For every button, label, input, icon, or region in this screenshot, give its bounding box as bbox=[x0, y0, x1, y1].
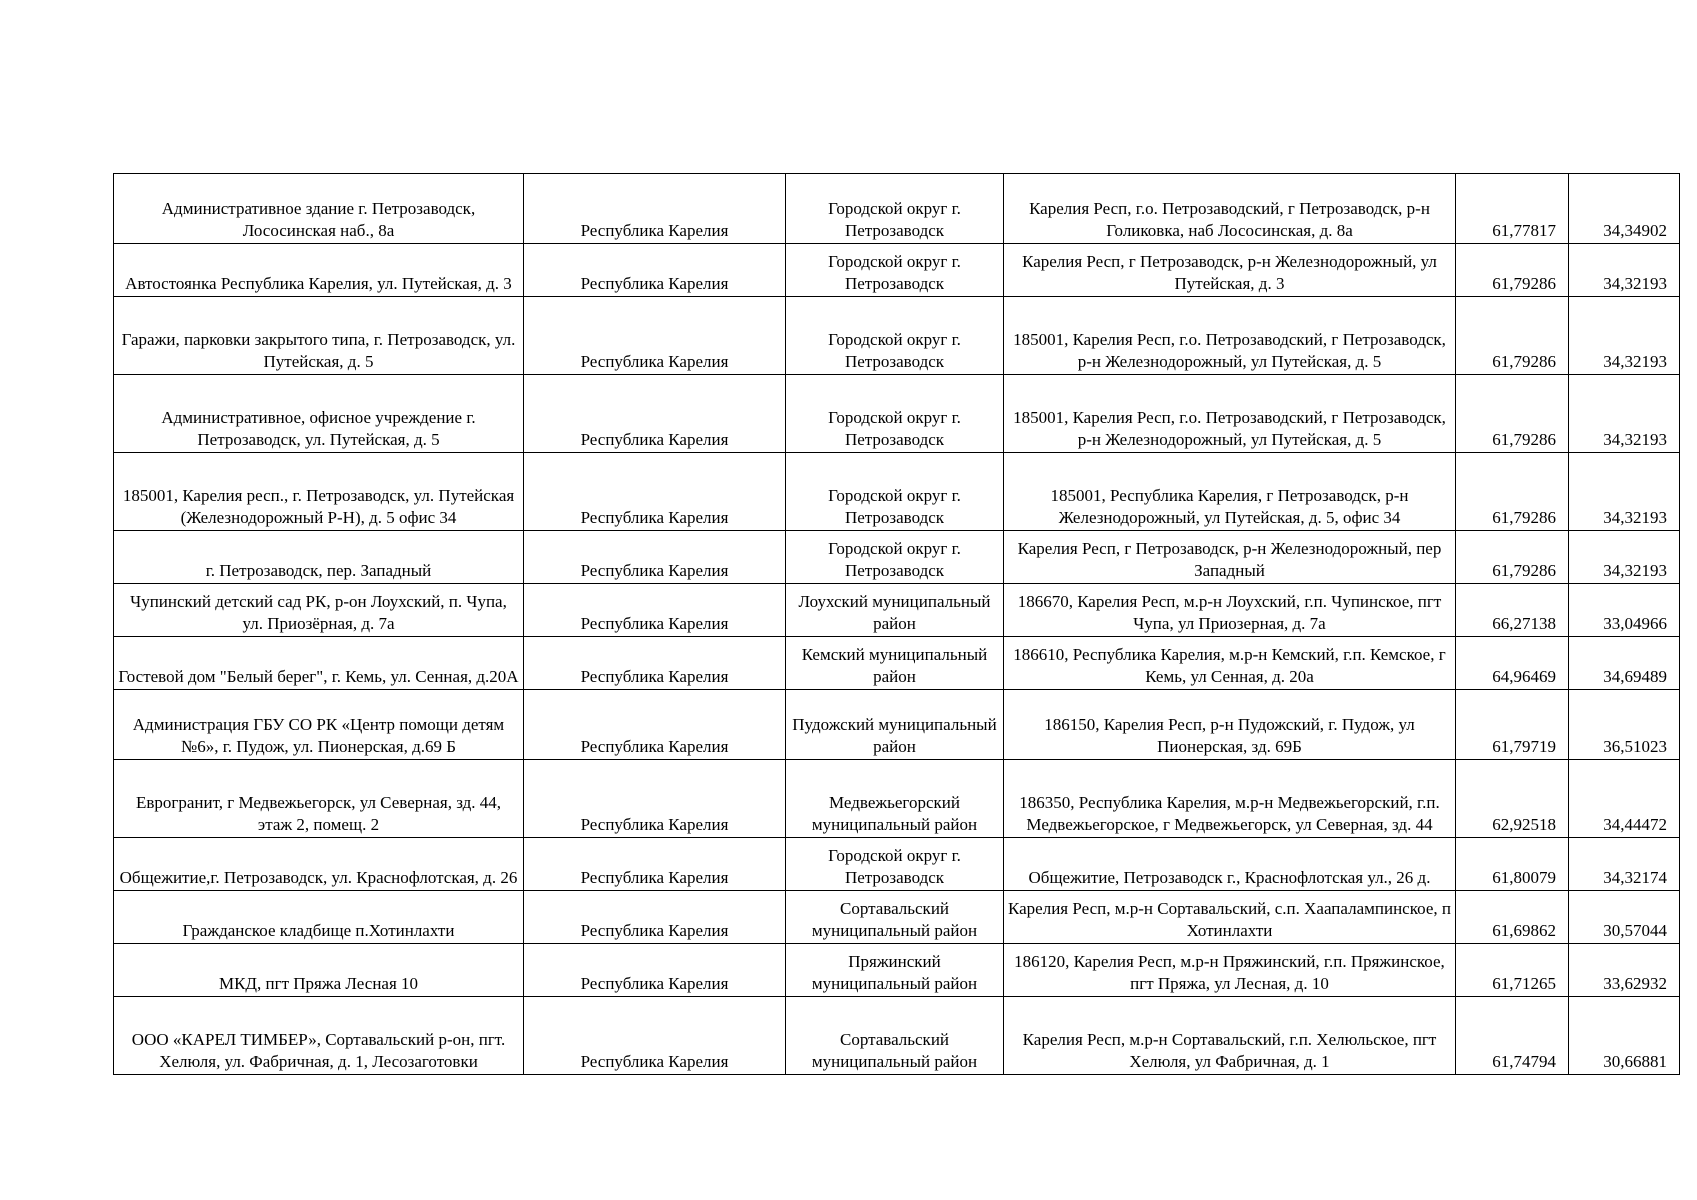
object-name-cell: Еврогранит, г Медвежьегорск, ул Северная, зд. 44, этаж 2, помещ. 2 bbox=[114, 760, 524, 838]
table-row bbox=[114, 244, 1680, 297]
address-cell: Карелия Респ, г Петрозаводск, р-н Железнодорожный, ул Путейская, д. 3 bbox=[1004, 244, 1456, 297]
address-cell: Карелия Респ, м.р-н Сортавальский, г.п. Хелюльское, пгт Хелюля, ул Фабричная, д. 1 bbox=[1004, 997, 1456, 1075]
longitude-cell: 34,32193 bbox=[1569, 297, 1680, 375]
table-row bbox=[114, 760, 1680, 838]
municipality-cell: Городской округ г. Петрозаводск bbox=[786, 453, 1004, 531]
municipality-cell: Городской округ г. Петрозаводск bbox=[786, 531, 1004, 584]
object-name-cell: ООО «КАРЕЛ ТИМБЕР», Сортавальский р-он, пгт. Хелюля, ул. Фабричная, д. 1, Лесозаготовки bbox=[114, 997, 524, 1075]
object-name-cell: Гаражи, парковки закрытого типа, г. Петрозаводск, ул. Путейская, д. 5 bbox=[114, 297, 524, 375]
region-cell: Республика Карелия bbox=[524, 375, 786, 453]
table-row bbox=[114, 174, 1680, 244]
object-name-cell: Автостоянка Республика Карелия, ул. Путейская, д. 3 bbox=[114, 244, 524, 297]
municipality-cell: Медвежьегорский муниципальный район bbox=[786, 760, 1004, 838]
latitude-cell: 61,79286 bbox=[1456, 375, 1569, 453]
object-name-cell: Общежитие,г. Петрозаводск, ул. Краснофлотская, д. 26 bbox=[114, 838, 524, 891]
latitude-cell: 61,69862 bbox=[1456, 891, 1569, 944]
latitude-cell: 61,79719 bbox=[1456, 690, 1569, 760]
municipality-cell: Городской округ г. Петрозаводск bbox=[786, 375, 1004, 453]
object-name-cell: Административное, офисное учреждение г. Петрозаводск, ул. Путейская, д. 5 bbox=[114, 375, 524, 453]
table-row bbox=[114, 838, 1680, 891]
table-row bbox=[114, 997, 1680, 1075]
latitude-cell: 62,92518 bbox=[1456, 760, 1569, 838]
region-cell: Республика Карелия bbox=[524, 760, 786, 838]
address-cell: Карелия Респ, г Петрозаводск, р-н Железнодорожный, пер Западный bbox=[1004, 531, 1456, 584]
object-name-cell: Чупинский детский сад РК, р-он Лоухский, п. Чупа, ул. Приозёрная, д. 7а bbox=[114, 584, 524, 637]
region-cell: Республика Карелия bbox=[524, 637, 786, 690]
object-name-cell: 185001, Карелия респ., г. Петрозаводск, ул. Путейская (Железнодорожный Р-Н), д. 5 офис 34 bbox=[114, 453, 524, 531]
municipality-cell: Кемский муниципальный район bbox=[786, 637, 1004, 690]
latitude-cell: 61,77817 bbox=[1456, 174, 1569, 244]
table-row bbox=[114, 297, 1680, 375]
longitude-cell: 34,32193 bbox=[1569, 453, 1680, 531]
table-body bbox=[114, 174, 1680, 1075]
object-name-cell: г. Петрозаводск, пер. Западный bbox=[114, 531, 524, 584]
region-cell: Республика Карелия bbox=[524, 997, 786, 1075]
longitude-cell: 34,32193 bbox=[1569, 531, 1680, 584]
longitude-cell: 30,57044 bbox=[1569, 891, 1680, 944]
address-cell: Карелия Респ, г.о. Петрозаводский, г Петрозаводск, р-н Голиковка, наб Лососинская, д. 8а bbox=[1004, 174, 1456, 244]
object-name-cell: Администрация ГБУ СО РК «Центр помощи детям №6», г. Пудож, ул. Пионерская, д.69 Б bbox=[114, 690, 524, 760]
object-name-cell: МКД, пгт Пряжа Лесная 10 bbox=[114, 944, 524, 997]
latitude-cell: 64,96469 bbox=[1456, 637, 1569, 690]
municipality-cell: Пряжинский муниципальный район bbox=[786, 944, 1004, 997]
table-row bbox=[114, 531, 1680, 584]
table-row bbox=[114, 891, 1680, 944]
longitude-cell: 34,34902 bbox=[1569, 174, 1680, 244]
latitude-cell: 61,79286 bbox=[1456, 244, 1569, 297]
municipality-cell: Пудожский муниципальный район bbox=[786, 690, 1004, 760]
municipality-cell: Городской округ г. Петрозаводск bbox=[786, 244, 1004, 297]
municipality-cell: Сортавальский муниципальный район bbox=[786, 891, 1004, 944]
latitude-cell: 61,79286 bbox=[1456, 531, 1569, 584]
object-name-cell: Гражданское кладбище п.Хотинлахти bbox=[114, 891, 524, 944]
region-cell: Республика Карелия bbox=[524, 690, 786, 760]
region-cell: Республика Карелия bbox=[524, 453, 786, 531]
latitude-cell: 61,79286 bbox=[1456, 453, 1569, 531]
longitude-cell: 34,32174 bbox=[1569, 838, 1680, 891]
municipality-cell: Городской округ г. Петрозаводск bbox=[786, 297, 1004, 375]
object-name-cell: Гостевой дом "Белый берег", г. Кемь, ул. Сенная, д.20А bbox=[114, 637, 524, 690]
address-cell: 186670, Карелия Респ, м.р-н Лоухский, г.п. Чупинское, пгт Чупа, ул Приозерная, д. 7а bbox=[1004, 584, 1456, 637]
municipality-cell: Сортавальский муниципальный район bbox=[786, 997, 1004, 1075]
region-cell: Республика Карелия bbox=[524, 584, 786, 637]
address-cell: 186350, Республика Карелия, м.р-н Медвежьегорский, г.п. Медвежьегорское, г Медвежьегорск, ул Северная, зд. 44 bbox=[1004, 760, 1456, 838]
municipality-cell: Лоухский муниципальный район bbox=[786, 584, 1004, 637]
objects-table bbox=[113, 173, 1680, 1075]
municipality-cell: Городской округ г. Петрозаводск bbox=[786, 174, 1004, 244]
table-row bbox=[114, 453, 1680, 531]
table-row bbox=[114, 637, 1680, 690]
address-cell: Общежитие, Петрозаводск г., Краснофлотская ул., 26 д. bbox=[1004, 838, 1456, 891]
object-name-cell: Административное здание г. Петрозаводск, Лососинская наб., 8а bbox=[114, 174, 524, 244]
longitude-cell: 34,32193 bbox=[1569, 244, 1680, 297]
region-cell: Республика Карелия bbox=[524, 297, 786, 375]
table-row bbox=[114, 690, 1680, 760]
address-cell: 186120, Карелия Респ, м.р-н Пряжинский, г.п. Пряжинское, пгт Пряжа, ул Лесная, д. 10 bbox=[1004, 944, 1456, 997]
address-cell: 186610, Республика Карелия, м.р-н Кемский, г.п. Кемское, г Кемь, ул Сенная, д. 20а bbox=[1004, 637, 1456, 690]
region-cell: Республика Карелия bbox=[524, 174, 786, 244]
address-cell: 185001, Карелия Респ, г.о. Петрозаводский, г Петрозаводск, р-н Железнодорожный, ул Путейская, д. 5 bbox=[1004, 297, 1456, 375]
address-cell: 186150, Карелия Респ, р-н Пудожский, г. Пудож, ул Пионерская, зд. 69Б bbox=[1004, 690, 1456, 760]
address-cell: 185001, Республика Карелия, г Петрозаводск, р-н Железнодорожный, ул Путейская, д. 5, офис 34 bbox=[1004, 453, 1456, 531]
table-row bbox=[114, 944, 1680, 997]
longitude-cell: 30,66881 bbox=[1569, 997, 1680, 1075]
longitude-cell: 34,69489 bbox=[1569, 637, 1680, 690]
municipality-cell: Городской округ г. Петрозаводск bbox=[786, 838, 1004, 891]
latitude-cell: 61,80079 bbox=[1456, 838, 1569, 891]
region-cell: Республика Карелия bbox=[524, 838, 786, 891]
region-cell: Республика Карелия bbox=[524, 891, 786, 944]
region-cell: Республика Карелия bbox=[524, 944, 786, 997]
region-cell: Республика Карелия bbox=[524, 244, 786, 297]
address-cell: Карелия Респ, м.р-н Сортавальский, с.п. Хаапалампинское, п Хотинлахти bbox=[1004, 891, 1456, 944]
table-row bbox=[114, 584, 1680, 637]
longitude-cell: 33,04966 bbox=[1569, 584, 1680, 637]
address-cell: 185001, Карелия Респ, г.о. Петрозаводский, г Петрозаводск, р-н Железнодорожный, ул Путейская, д. 5 bbox=[1004, 375, 1456, 453]
region-cell: Республика Карелия bbox=[524, 531, 786, 584]
longitude-cell: 34,44472 bbox=[1569, 760, 1680, 838]
latitude-cell: 61,79286 bbox=[1456, 297, 1569, 375]
longitude-cell: 36,51023 bbox=[1569, 690, 1680, 760]
longitude-cell: 34,32193 bbox=[1569, 375, 1680, 453]
latitude-cell: 61,71265 bbox=[1456, 944, 1569, 997]
latitude-cell: 66,27138 bbox=[1456, 584, 1569, 637]
table-row bbox=[114, 375, 1680, 453]
latitude-cell: 61,74794 bbox=[1456, 997, 1569, 1075]
longitude-cell: 33,62932 bbox=[1569, 944, 1680, 997]
